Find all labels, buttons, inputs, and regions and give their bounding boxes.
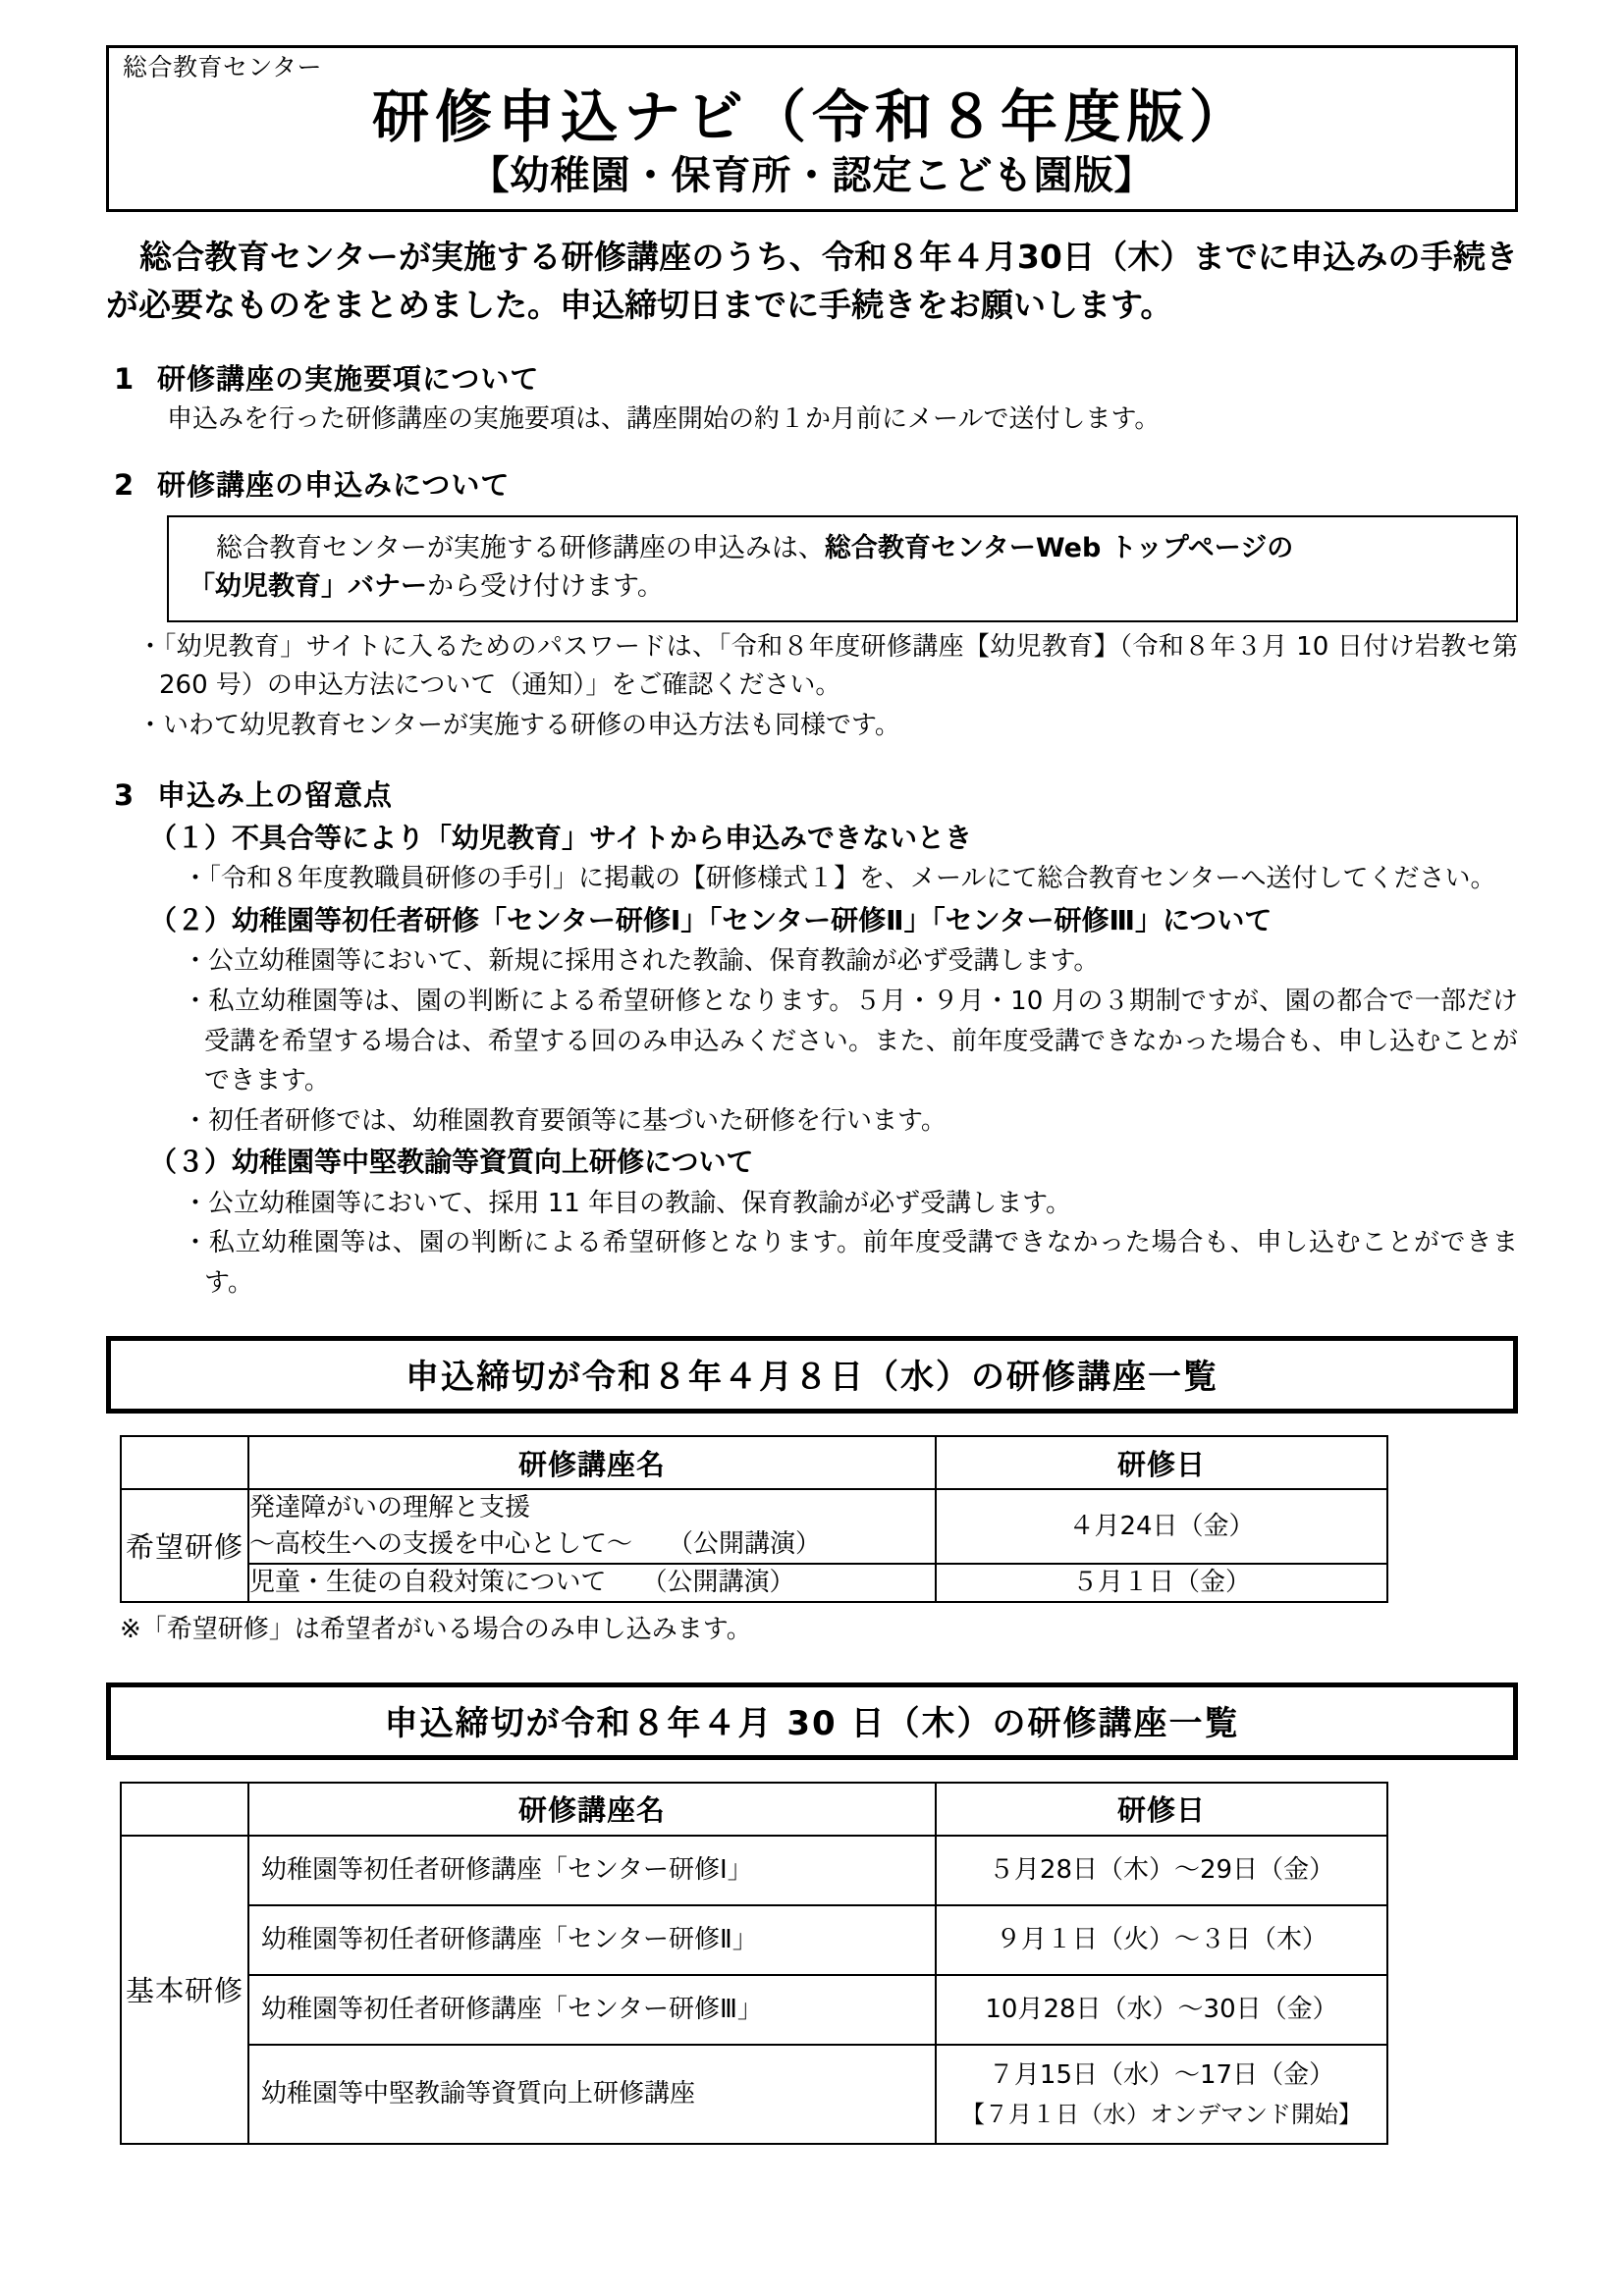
course-name-line-2: 〜高校生への支援を中心として〜 — [249, 1529, 633, 1560]
table-2-row-1-date: ５月28日（木）〜29日（金） — [936, 1836, 1387, 1905]
subsection-2-bullet-2: ・私立幼稚園等は、園の判断による希望研修となります。５月・９月・10 月の３期制ですが、園の都合で一部だけ受講を希望する場合は、希望する回のみ申込みください。また、前年度受講できなかった場合も、申し込むことができます。 — [183, 986, 1518, 1096]
subsection-2-label: （２）幼稚園等初任者研修「センター研修Ⅰ」「センター研修Ⅱ」「センター研修Ⅲ」について — [149, 904, 1272, 937]
course-date-main: ７月15日（水）〜17日（金） — [988, 2059, 1335, 2090]
course-tag: （公開講演） — [668, 1529, 822, 1560]
section-2-number: 2 — [114, 468, 135, 503]
subsection-2-bullet-3: ・初任者研修では、幼稚園教育要領等に基づいた研修を行います。 — [183, 1105, 947, 1136]
table-1-row-1-date: ４月24日（金） — [936, 1489, 1387, 1564]
table-1-category-cell: 希望研修 — [121, 1489, 248, 1602]
section-3-subsection-2 — [106, 899, 1518, 1141]
section-3-subsection-1 — [106, 817, 1518, 899]
notice-text-tail: から受け付けます。 — [427, 571, 664, 603]
page-title: 研修申込ナビ（令和８年度版） — [371, 83, 1252, 150]
section-2-bullet-2: ・いわて幼児教育センターが実施する研修の申込方法も同様です。 — [137, 710, 900, 740]
title-box — [106, 45, 1518, 212]
table-2-header-row — [121, 1783, 1387, 1836]
table-1-col-category — [121, 1436, 248, 1489]
section-2-bullet-1: ・「幼児教育」サイトに入るためのパスワードは、「令和８年度研修講座【幼児教育】（令和８年３月 10 日付け岩教セ第 260 号）の申込方法について（通知）」をご確認ください。 — [137, 631, 1518, 700]
section-2 — [106, 464, 1518, 744]
intro-paragraph — [106, 234, 1518, 328]
subsection-3-bullet-1: ・公立幼稚園等において、採用 11 年目の教諭、保育教諭が必ず受講します。 — [183, 1188, 1072, 1218]
section-3-subsection-3 — [106, 1141, 1518, 1303]
notice-line-2 — [189, 567, 1496, 606]
notice-text-b-bold: 総合教育センターWeb トップページの — [824, 532, 1294, 563]
table-2-row-3-date: 10月28日（水）〜30日（金） — [936, 1975, 1387, 2045]
application-notice-box — [167, 515, 1518, 622]
notice-banner-name-bold: 「幼児教育」バナー — [189, 571, 427, 603]
subsection-3-bullet-2: ・私立幼稚園等は、園の判断による希望研修となります。前年度受講できなかった場合も、申し込むことができます。 — [183, 1228, 1518, 1298]
table-1-banner: 申込締切が令和８年４月８日（水）の研修講座一覧 — [106, 1336, 1518, 1414]
table-2-row-2-name: 幼稚園等初任者研修講座「センター研修Ⅱ」 — [248, 1905, 936, 1975]
table-2-row-3-name: 幼稚園等初任者研修講座「センター研修Ⅲ」 — [248, 1975, 936, 2045]
table-1-header-row — [121, 1436, 1387, 1489]
table-row — [121, 1489, 1387, 1564]
table-1-row-2-name — [248, 1564, 936, 1602]
section-3-heading — [106, 774, 1518, 818]
section-1-title: 研修講座の実施要項について — [157, 361, 540, 396]
course-tag: （公開講演） — [641, 1568, 795, 1597]
table-1-row-2-date: ５月１日（金） — [936, 1564, 1387, 1602]
intro-line-3: 願いします。 — [981, 285, 1173, 324]
table-row — [121, 2045, 1387, 2144]
table-2-banner: 申込締切が令和８年４月 30 日（木）の研修講座一覧 — [106, 1682, 1518, 1760]
section-1-heading — [106, 358, 1518, 401]
table-april-8-deadline — [120, 1435, 1388, 1603]
subsection-3-label: （３）幼稚園等中堅教諭等資質向上研修について — [149, 1146, 754, 1179]
subsection-1-label: （１）不具合等により「幼児教育」サイトから申込みできないとき — [149, 822, 973, 855]
table-1-note: ※「希望研修」は希望者がいる場合のみ申し込みます。 — [120, 1614, 752, 1644]
table-2-row-4-name: 幼稚園等中堅教諭等資質向上研修講座 — [248, 2045, 936, 2144]
table-row — [121, 1564, 1387, 1602]
section-2-heading — [106, 464, 1518, 507]
table-2-row-1-name: 幼稚園等初任者研修講座「センター研修Ⅰ」 — [248, 1836, 936, 1905]
section-2-title: 研修講座の申込みについて — [157, 468, 511, 503]
section-1-number: 1 — [114, 361, 135, 396]
subsection-2-bullet-1: ・公立幼稚園等において、新規に採用された教諭、保育教諭が必ず受講します。 — [183, 946, 1100, 977]
section-1 — [106, 358, 1518, 440]
intro-line-2: に申込みの手続きが必要なものをまとめました。申込締切日までに手続きをお — [106, 238, 1518, 324]
table-2-category-cell: 基本研修 — [121, 1836, 248, 2144]
table-2-col-course-name: 研修講座名 — [248, 1783, 936, 1836]
table-2-col-course-date: 研修日 — [936, 1783, 1387, 1836]
section-3 — [106, 774, 1518, 1304]
table-row — [121, 1836, 1387, 1905]
page-subtitle: 【幼稚園・保育所・認定こども園版】 — [469, 153, 1155, 199]
section-3-number: 3 — [114, 777, 135, 812]
table-row — [121, 1975, 1387, 2045]
course-name-line-1: 発達障がいの理解と支援 — [249, 1493, 531, 1523]
organization-name: 総合教育センター — [123, 53, 323, 81]
section-1-body: 申込みを行った研修講座の実施要項は、講座開始の約１か月前にメールで送付します。 — [167, 404, 1161, 435]
table-april-30-deadline — [120, 1782, 1388, 2145]
course-date-ondemand-note: 【７月１日（水）オンデマンド開始】 — [961, 2100, 1362, 2128]
intro-line-1: 総合教育センターが実施する研修講座のうち、令和８年４月30日（木）まで — [139, 238, 1258, 277]
table-2-col-category — [121, 1783, 248, 1836]
table-1-row-1-name — [248, 1489, 936, 1564]
notice-line-1 — [189, 529, 1496, 567]
table-1-col-course-date: 研修日 — [936, 1436, 1387, 1489]
subsection-1-bullet-1: ・「令和８年度教職員研修の手引」に掲載の【研修様式１】を、メールにて総合教育センターへ送付してください。 — [183, 864, 1496, 894]
course-name-line-1: 児童・生徒の自殺対策について — [249, 1568, 607, 1597]
notice-text-a: 総合教育センターが実施する研修講座の申込みは、 — [216, 532, 825, 563]
table-2-row-4-date — [936, 2045, 1387, 2144]
table-2-row-2-date: ９月１日（火）〜３日（木） — [936, 1905, 1387, 1975]
table-1-col-course-name: 研修講座名 — [248, 1436, 936, 1489]
table-row — [121, 1905, 1387, 1975]
section-3-title: 申込み上の留意点 — [157, 777, 394, 812]
